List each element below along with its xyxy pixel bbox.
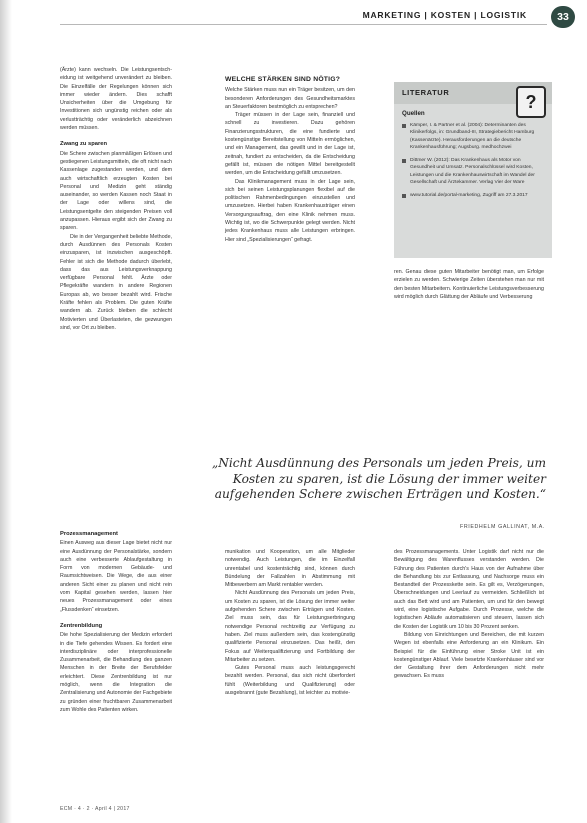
bullet-icon — [402, 124, 406, 128]
paragraph: Nicht Ausdünnung des Personals um jeden Preis, um Kosten zu sparen, ist die Lösung der immer weiter aufgehenden Schere zwischen Erträgen und Kosten. Ziel muss sein, das für Leistungserbringung notwendige Personal rechtzeitig zur Verfügung zu haben. Ziel muss außerdem sein, das kostengünstig qualifizierte Personal einzusetzen. Das heißt, den Fokus auf Weiterqualifizierung und Fortbildung der Mitarbeiter zu setzen. — [225, 590, 355, 663]
column-middle-top — [225, 76, 355, 244]
column-right-top — [394, 268, 544, 301]
paragraph: Bildung von Einrichtungen und Bereichen, die mit kurzen Wegen ist ebenfalls eine Anforderung an ein Klinikum. Ein Beispiel für die Einführung einer Stroke Unit ist ein kostengünstiger Ablauf. Viele besetzte Krankenhäuser sind vor der Gestaltung ihrer dem Anforderungen nicht mehr gewachsen. Es muss — [394, 631, 544, 680]
paragraph: des Prozessmanagements. Unter Logistik darf nicht nur die Bewältigung des Warenflusses verstanden werden. Die Führung des Patienten durch's Haus von der Aufnahme über die Behandlung bis zur Entlassung, und Nachsorge muss ein Bestandteil der Prozesskette sein. Es gilt es, Verzögerungen, Überschneidungen und Leerlauf zu vermeiden. Schließlich ist auch das Bett wird und am Patienten, um und für den bewegt wird, eine logistische Aufgabe. Durch Prozesse, welche die logistischen Abläufe automatisieren und steuern, lassen sich die Kosten der Logistik um 10 bis 30 Prozent senken. — [394, 549, 544, 630]
reference-item — [402, 122, 542, 151]
reference-text: www.tutorial.de/portal-marketing, Zugriff am 27.3.2017 — [410, 193, 528, 199]
paragraph: Gutes Personal muss auch leistungsgerecht bezahlt werden. Personal, das sich nicht überfordert fühlt (Weiterbildung und Qualifizierung) oder ausgebrannt (gute Bezahlung), ist leichter zu motivie- — [225, 665, 355, 697]
paragraph: munikation und Kooperation, um alle Mitglieder notwendig. Auch Leistungen, die im Einzelfall unrentabel und kostenträchtig sind, können durch Bündelung der Fallzahlen in Abstimmung mit Mitbewerbern am Markt rentabler werden. — [225, 549, 355, 589]
paragraph: Die in der Vergangenheit beliebte Methode, durch Ausdünnen des Personals Kosten einzusparen, ist inzwischen ausgeschöpft. Fehler ist sich die Methode dadurch überlebt, dass das aus Leistungsverknappung verfügbare Personal fehlt. Ärzte oder Pflegekräfte wandern in andere Regionen Europas ab, wo besser bezahlt wird. Frische Kräfte fehlen als Problem. Die guten Kräfte wandern ab. Zurück bleiben die schlecht Motivierten und Überlasteten, die gezwungen sind, vor Ort zu bleiben. — [60, 233, 172, 331]
question-mark-icon: ? — [516, 86, 546, 118]
column-left-top — [60, 66, 172, 332]
paragraph: Einen Ausweg aus dieser Lage bietet nicht nur eine Ausdünnung der Personalstärke, sondern auch eine verbesserte Ablaufgestaltung in Form von modernen Gebäude- und Raumsichtweisen. Die Wege, die aus einer anderen Sicht einer zu planen und nicht rein vom Kapital gesehen werden, lassen hier neues Prozessmanagement oder eines „Flussdenken“ einsetzen. — [60, 540, 172, 613]
reference-item — [402, 192, 542, 199]
subheading-zwang: Zwang zu sparen — [60, 141, 108, 148]
bullet-icon — [402, 194, 406, 198]
pull-quote: „Nicht Ausdünnung des Personals um jeden Preis, um Kosten zu sparen, ist die Lösung der immer weiter aufgehenden Schere zwischen Erträgen und Kosten.“ — [211, 456, 546, 502]
paragraph: ren. Genau diese guten Mitarbeiter benötigt man, um Erfolge erzielen zu werden. Schwierige Zeiten überstehen man nur mit den besten Mitarbeitern. Kontinuierliche Leistungsverbesserung wird möglich durch Glättung der Abläufe und Verbesserung — [394, 269, 544, 300]
column-right-bottom — [394, 548, 544, 681]
bullet-icon — [402, 159, 406, 163]
reference-text: Dittmer W. (2012): Das Krankenhaus als Motor von Gesundheit und Umsatz. Personalschlüssel wird Kosten, Leistungen und die Krankenhauswirtschaft im Wandel der Gesellschaft und Ärztekammer. Verlag Vier der Ware — [410, 158, 535, 186]
section-heading-staerken: WELCHE STÄRKEN SIND NÖTIG? — [225, 76, 341, 83]
literature-box — [394, 82, 552, 258]
reference-item — [402, 157, 542, 186]
paragraph: Welche Stärken muss nun ein Träger besitzen, um den besonderen Anforderungen des Gesundheitsmarktes an Steuerfaktoren bestmöglich zu entsprechen? — [225, 87, 355, 110]
page-footer: ECM · 4 · 2 · April 4 | 2017 — [60, 806, 130, 812]
reference-text: Kämper, I. & Partner et al. (2004): Determinanten des Klinikerfolgs, in: Grundband-III, Strategiebericht Hamburg (Kassenärzte). Herausforderungen an die deutsche Krankenhausführung; Augsburg. medhochzwei — [410, 123, 535, 150]
section-label: MARKETING | KOSTEN | LOGISTIK — [362, 10, 527, 20]
column-left-bottom — [60, 530, 172, 714]
literature-title: LITERATUR — [402, 88, 450, 97]
column-middle-bottom — [225, 548, 355, 697]
quote-author: FRIEDHELM GALLINAT, M.A. — [460, 524, 545, 530]
subheading-zentrenbildung: Zentrenbildung — [60, 622, 103, 629]
page-gutter-shadow — [0, 0, 12, 823]
subheading-prozessmanagement: Prozessmanagement — [60, 531, 118, 537]
paragraph: Die Schere zwischen planmäßigen Erlösen und gestiegenen Leistungsmitteln, die oft nicht nach Kassenlage zugestanden werden, und dem auch wirtschaftlich erzeugten Kosten bei Personal und Medizin geht ständig auseinander, so werden Kassen noch Staat in der Lage oder willens sind, die Leistungsentgelte den steigenden Preisen voll anzupassen. Hieraus ergibt sich der Zwang zu sparen. — [60, 150, 172, 232]
page-number-badge: 33 — [551, 6, 575, 28]
paragraph: Die hohe Spezialisierung der Medizin erfordert in die Tiefe gehendes Wissen. Es fordert eine interdisziplinäre oder interprofessionelle Zusammenarbeit, die Behandlung des ganzen Menschen in der Breite der Berufsfelder erleichtert. Diese Zentrenbildung ist nur möglich, wenn die Integration die Zentralisierung und Autonomie der Fachgebiete zu gründen einer fruchtbaren Zusammenarbeit zum Wohle des Patienten wirken. — [60, 632, 172, 713]
page-header — [0, 0, 587, 34]
sources-label: Quellen — [402, 110, 425, 117]
paragraph: Das Klinikmanagement muss in der Lage sein, sich bei seinen Leistungsplanungen flexibel auf die politischen Rahmenbedingungen einzustellen und umzusetzen. Hierbei haben Krankenhausträger einen Versorgungsauftrag, den eine Klinik nehmen muss. Wichtig ist, wo die Schwerpunkte gelegt werden. Nicht jedes Krankenhaus muss alle Leistungen erbringen. Hier sind „Spezialisierungen“ gefragt. — [225, 178, 355, 243]
paragraph: Träger müssen in der Lage sein, finanziell und schnell zu investieren. Dazu gehören Finanzierungsstrukturen, die eine fundierte und kostengünstige Bereitstellung von Mitteln ermöglichen, und ein Management, das gewillt und in der Lage ist, zeitnah, fundiert zu entscheiden, da die Entscheidung gefällt ist, müssen die nötigen Mittel bereitgestellt werden, um die Entscheidung gefällt umzusetzen. — [225, 112, 355, 177]
header-rule — [60, 24, 547, 25]
reference-list — [402, 122, 542, 206]
paragraph: (Ärzte) kann wechseln. Die Leistungsentsch-eidung ist weitgehend unverändert zu bleiben. Die Einzelfälle der Regelungen können sich immer wieder ändern. Dies schafft Unsicherheiten über die Umgebung für Investitionen sich ungünstig reichen oder als verlustträchtig oder veränderlich abzeichnen werden müssen. — [60, 67, 172, 132]
